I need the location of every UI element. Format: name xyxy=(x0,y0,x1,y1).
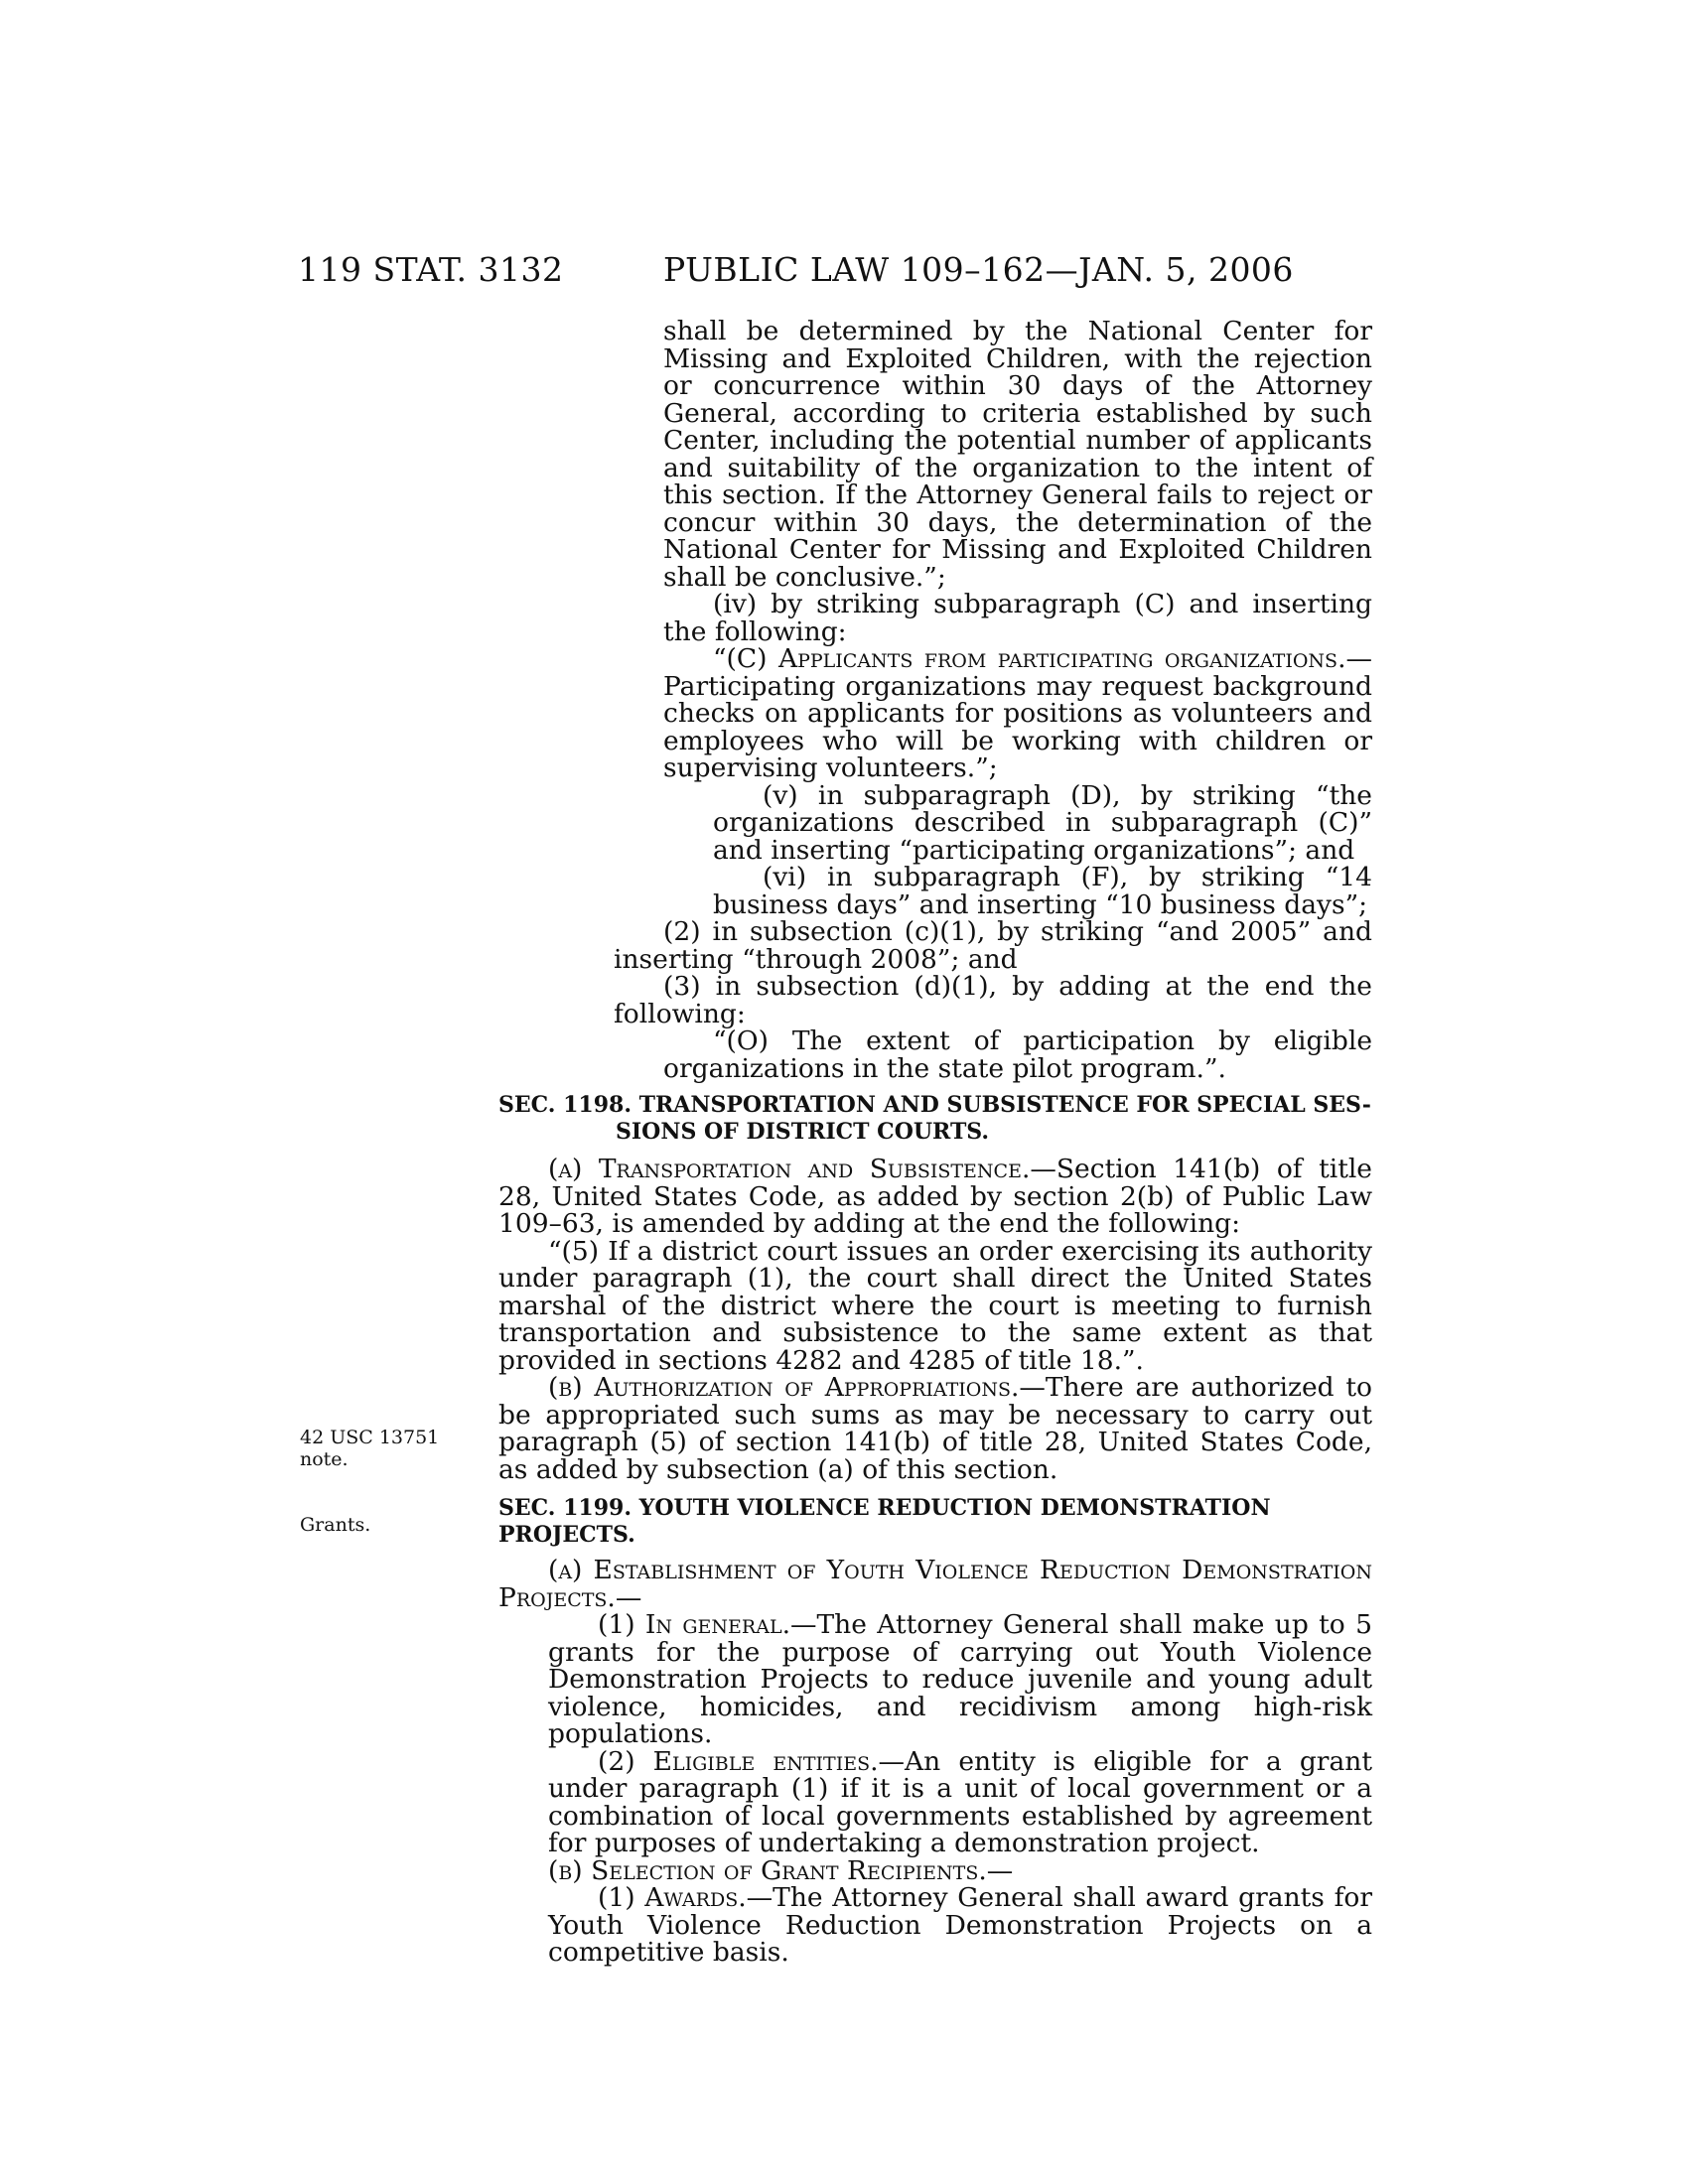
page-header-title: PUBLIC LAW 109–162—JAN. 5, 2006 xyxy=(663,250,1294,289)
eligible-entities-text: —An entity is eligible for a grant under paragraph (1) if it is a unit of local government or a combination of local governments established by agreement for purposes of undertaking a demonstration project. xyxy=(548,1745,1372,1858)
subsection-a-1198-heading: (a) Transportation and Subsistence. xyxy=(548,1154,1031,1184)
awards-text: —The Attorney General shall award grants for Youth Violence Reduction Demonstration Projects on a competitive basis. xyxy=(548,1882,1372,1968)
subsection-a-1199-heading: (a) Establishment of Youth Violence Reduction Demonstration Projects.— xyxy=(498,1555,1372,1613)
margin-note-usc-note: note. xyxy=(300,1448,349,1470)
paragraph-2-eligible-entities xyxy=(498,1745,1372,1858)
subsection-a-1198-text: —Section 141(b) of title 28, United States Code, as added by section 2(b) of Public Law 109–63, is amended by adding at the end the following: xyxy=(498,1154,1372,1239)
paragraph-continuation: shall be determined by the National Center for Missing and Exploited Children, with the rejection or concurrence within 30 days of the Attorney General, according to criteria established by such Center, including the potential number of applicants and suitability of the organization to the intent of this section. If the Attorney General fails to reject or concur within 30 days, the determination of the National Center for Missing and Exploited Children shall be conclusive.”; xyxy=(663,316,1372,593)
subsection-a-1198 xyxy=(498,1156,1372,1238)
paragraph-1-in-general xyxy=(498,1611,1372,1748)
section-1199-heading: SEC. 1199. YOUTH VIOLENCE REDUCTION DEMONSTRATION PROJECTS. xyxy=(498,1495,1271,1548)
subparagraph-c-text: —Participating organizations may request background checks on applicants for positions as volunteers and employees who will be working with children or supervising volunteers.”; xyxy=(663,643,1372,783)
subsection-b-1198 xyxy=(498,1374,1372,1483)
in-general-heading: (1) In general. xyxy=(598,1609,790,1640)
paragraph-2: (2) in subsection (c)(1), by striking “and 2005” and inserting “through 2008”; and xyxy=(614,916,1372,975)
margin-note-usc-citation: 42 USC 13751 xyxy=(300,1427,440,1448)
clause-vi: (vi) in subparagraph (F), by striking “14 business days” and inserting “10 business days”; xyxy=(713,862,1372,920)
margin-note-grants: Grants. xyxy=(300,1514,371,1536)
statute-page-number: 119 STAT. 3132 xyxy=(298,250,564,289)
text-block-continuation xyxy=(498,318,1372,1967)
eligible-entities-heading: (2) Eligible entities. xyxy=(598,1745,879,1777)
section-1198-heading-line1: SEC. 1198. TRANSPORTATION AND SUBSISTENCE FOR SPECIAL SES- xyxy=(498,1092,1371,1118)
subparagraph-o-insert: “(O) The extent of participation by eligible organizations in the state pilot program.”. xyxy=(663,1025,1372,1084)
margin-note-usc xyxy=(300,1427,439,1470)
paragraph-3: (3) in subsection (d)(1), by adding at the end the following: xyxy=(614,971,1372,1029)
subparagraph-c-heading: “(C) Applicants from participating organizations. xyxy=(713,643,1346,674)
subsection-b-1198-heading: (b) Authorization of Appropriations. xyxy=(548,1372,1020,1403)
clause-iv: (iv) by striking subparagraph (C) and inserting the following: xyxy=(663,589,1372,647)
awards-heading: (1) Awards. xyxy=(598,1882,747,1913)
clause-v: (v) in subparagraph (D), by striking “the organizations described in subparagraph (C)” and inserting “participating organizations”; and xyxy=(713,779,1372,866)
subsection-b-1199-heading: (b) Selection of Grant Recipients.— xyxy=(548,1854,1014,1886)
in-general-text: —The Attorney General shall make up to 5 grants for the purpose of carrying out Youth Violence Demonstration Projects to reduce juvenile and young adult violence, homicides, and recidivism among high-risk populations. xyxy=(548,1609,1372,1749)
subparagraph-c-insert xyxy=(498,645,1372,782)
paragraph-1-awards xyxy=(498,1884,1372,1967)
section-1198-heading xyxy=(498,1092,1372,1146)
quoted-paragraph-5: “(5) If a district court issues an order exercising its authority under paragraph (1), the court shall direct the United States marshal of the district where the court is meeting to furnish transportation and subsistence to the same extent as that provided in sections 4282 and 4285 of title 18.”. xyxy=(498,1235,1372,1376)
subsection-b-1198-text: —There are authorized to be appropriated such sums as may be necessary to carry out paragraph (5) of section 141(b) of title 28, United States Code, as added by subsection (a) of this section. xyxy=(498,1372,1372,1485)
section-1198-heading-line2: SIONS OF DISTRICT COURTS. xyxy=(616,1119,990,1145)
